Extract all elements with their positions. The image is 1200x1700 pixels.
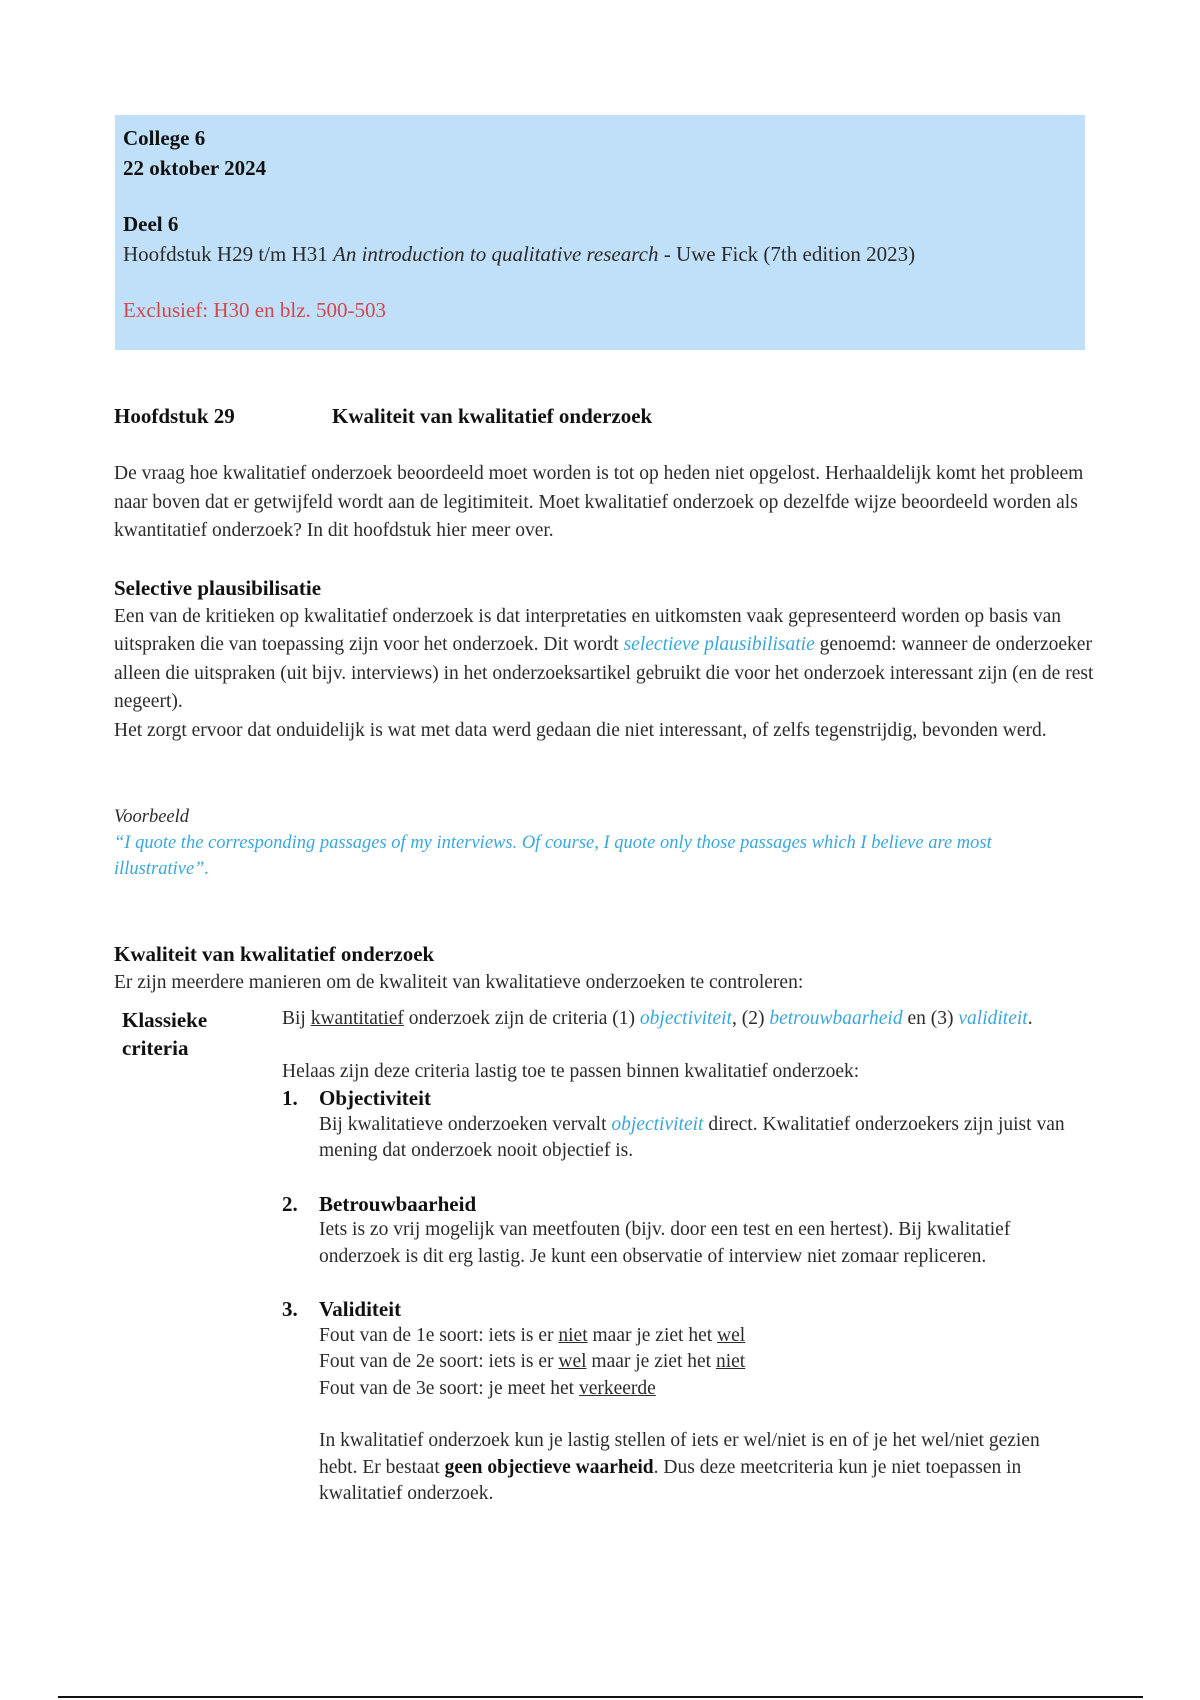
item-text: Iets is zo vrij mogelijk van meetfouten (bijv. door een test en een hertest). Bij kwalitatief onderzoek is dit erg lastig. Je kunt een observatie of interview niet zomaar repliceren. (319, 1219, 1011, 1267)
item-title: Validiteit (319, 1297, 402, 1321)
chapter-title: Kwaliteit van kwalitatief onderzoek (332, 404, 653, 428)
quality-section (114, 940, 1094, 997)
college-number: College 6 (123, 126, 206, 150)
selective-paragraph-1: Een van de kritieken op kwalitatief onderzoek is dat interpretaties en uitkomsten vaak gepresenteerd worden op basis van uitspraken die van toepassing zijn voor het onderzoek. Dit wordt selectieve plausibilisatie genoemd: wanneer de onderzoeker alleen die uitspraken (uit bijv. interviews) in het onderzoeksartikel gebruikt die voor het onderzoek interessant zijn (en de rest negeert). (114, 605, 1094, 712)
criterion-betrouwbaarheid: betrouwbaarheid (769, 1008, 903, 1029)
criterion-objectiviteit: objectiviteit (639, 1008, 732, 1029)
selective-term: selectieve plausibilisatie (623, 634, 815, 655)
page-bottom-rule (58, 1696, 1143, 1698)
college-date: 22 oktober 2024 (123, 156, 267, 180)
validity-conclusion: In kwalitatief onderzoek kun je lastig stellen of iets er wel/niet is en of je het wel/niet gezien hebt. Er bestaat geen objectieve waarheid. Dus deze meetcriteria kun je niet toepassen in kwalitatief onderzoek. (319, 1430, 1040, 1504)
item-text: Bij kwalitatieve onderzoeken vervalt objectiviteit direct. Kwalitatief onderzoekers zijn juist van mening dat onderzoek nooit objectief is. (319, 1113, 1065, 1161)
criteria-label: Klassieke criteria (122, 1008, 208, 1060)
error-type-1: Fout van de 1e soort: iets is er niet maar je ziet het wel (319, 1324, 746, 1346)
item-title: Objectiviteit (319, 1086, 431, 1110)
example-block (114, 804, 1014, 882)
chapter-heading (114, 404, 652, 429)
example-label: Voorbeeld (114, 807, 190, 827)
kwantitatief-term: kwantitatief (310, 1008, 404, 1029)
quality-heading: Kwaliteit van kwalitatief onderzoek (114, 942, 435, 966)
criteria-body (282, 1006, 1082, 1508)
selective-heading: Selective plausibilisatie (114, 576, 322, 600)
example-quote: “I quote the corresponding passages of my interviews. Of course, I quote only those passages which I believe are most illustrative”. (114, 833, 992, 879)
selective-section (114, 574, 1094, 745)
chapter-reference: Hoofdstuk H29 t/m H31 An introduction to qualitative research - Uwe Fick (7th edition 2023) (123, 242, 916, 266)
deel-number: Deel 6 (123, 212, 179, 236)
course-header-box (115, 115, 1085, 350)
error-type-3: Fout van de 3e soort: je meet het verkeerde (319, 1377, 656, 1399)
criterion-validiteit: validiteit (958, 1008, 1028, 1029)
list-item-objectiviteit: 1. Objectiviteit Bij kwalitatieve onderzoeken vervalt objectiviteit direct. Kwalitatief onderzoekers zijn juist van mening dat onderzoek nooit objectief is. (282, 1085, 1082, 1165)
list-item-validiteit: 3. Validiteit Fout van de 1e soort: iets is er niet maar je ziet het wel Fout van de 2e soort: iets is er wel maar je ziet het niet Fout van de 3e soort: je meet het verkeerde In kwalitatief onderzoek kun je lastig stellen of iets er wel/niet is en of je het wel/niet gezien hebt. Er bestaat geen objectieve waarheid. Dus deze meetcriteria kun je niet toepassen in kwalitatief onderzoek. (282, 1296, 1082, 1508)
book-title: An introduction to qualitative research (333, 242, 659, 266)
list-item-betrouwbaarheid: 2. Betrouwbaarheid Iets is zo vrij mogelijk van meetfouten (bijv. door een test en een hertest). Bij kwalitatief onderzoek is dit erg lastig. Je kunt een observatie of interview niet zomaar repliceren. (282, 1191, 1082, 1271)
item-title: Betrouwbaarheid (319, 1191, 477, 1216)
intro-paragraph: De vraag hoe kwalitatief onderzoek beoordeeld moet worden is tot op heden niet opgelost. Herhaaldelijk komt het probleem naar boven dat er getwijfeld wordt aan de legitimiteit. Moet kwalitatief onderzoek op dezelfde wijze beoordeeld worden als kwantitatief onderzoek? In dit hoofdstuk hier meer over. (114, 463, 1084, 541)
error-type-2: Fout van de 2e soort: iets is er wel maar je ziet het niet (319, 1351, 746, 1372)
quality-intro: Er zijn meerdere manieren om de kwaliteit van kwalitatieve onderzoeken te controleren: (114, 971, 804, 993)
criteria-sentence: Bij kwantitatief onderzoek zijn de criteria (1) objectiviteit, (2) betrouwbaarheid en (3) validiteit. (282, 1008, 1033, 1029)
helaas-sentence: Helaas zijn deze criteria lastig toe te passen binnen kwalitatief onderzoek: (282, 1060, 860, 1082)
chapter-number: Hoofdstuk 29 (114, 404, 235, 428)
selective-paragraph-2: Het zorgt ervoor dat onduidelijk is wat met data werd gedaan die niet interessant, of zelfs tegenstrijdig, bevonden werd. (114, 719, 1047, 741)
exclusion-note: Exclusief: H30 en blz. 500-503 (123, 298, 387, 322)
no-objective-truth: geen objectieve waarheid (444, 1456, 654, 1478)
